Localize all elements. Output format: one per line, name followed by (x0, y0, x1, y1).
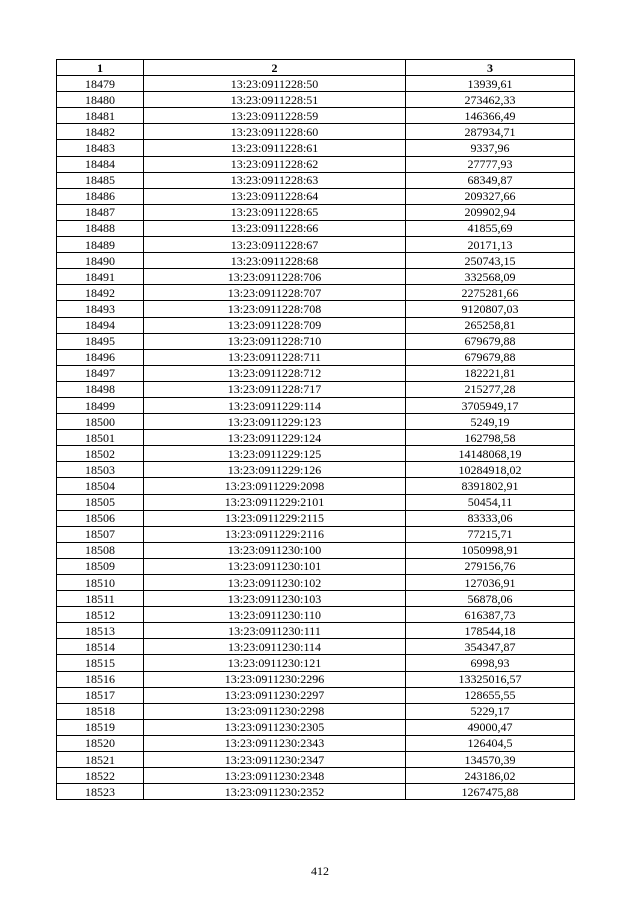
row-number-cell: 18511 (57, 591, 144, 607)
cadastral-number-cell: 13:23:0911230:2298 (144, 703, 406, 719)
cadastral-number-cell: 13:23:0911228:64 (144, 188, 406, 204)
value-cell: 679679,88 (406, 349, 575, 365)
value-cell: 83333,06 (406, 510, 575, 526)
column-header-3: 3 (406, 60, 575, 76)
value-cell: 2275281,66 (406, 285, 575, 301)
table-row (57, 285, 575, 301)
row-number-cell: 18499 (57, 397, 144, 413)
table-body (57, 76, 575, 800)
cadastral-number-cell: 13:23:0911230:111 (144, 623, 406, 639)
value-cell: 679679,88 (406, 333, 575, 349)
cadastral-number-cell: 13:23:0911229:126 (144, 462, 406, 478)
table-row (57, 188, 575, 204)
table-row (57, 542, 575, 558)
value-cell: 243186,02 (406, 768, 575, 784)
table-row (57, 156, 575, 172)
value-cell: 3705949,17 (406, 397, 575, 413)
cadastral-number-cell: 13:23:0911229:2098 (144, 478, 406, 494)
row-number-cell: 18504 (57, 478, 144, 494)
value-cell: 354347,87 (406, 639, 575, 655)
row-number-cell: 18506 (57, 510, 144, 526)
value-cell: 10284918,02 (406, 462, 575, 478)
value-cell: 9120807,03 (406, 301, 575, 317)
row-number-cell: 18482 (57, 124, 144, 140)
cadastral-number-cell: 13:23:0911230:121 (144, 655, 406, 671)
table-row (57, 414, 575, 430)
value-cell: 14148068,19 (406, 446, 575, 462)
cadastral-number-cell: 13:23:0911228:712 (144, 365, 406, 381)
table-row (57, 204, 575, 220)
page-number: 412 (311, 864, 329, 878)
table-row (57, 478, 575, 494)
value-cell: 182221,81 (406, 365, 575, 381)
row-number-cell: 18488 (57, 220, 144, 236)
header-row (57, 60, 575, 76)
table-row (57, 558, 575, 574)
value-cell: 5249,19 (406, 414, 575, 430)
value-cell: 279156,76 (406, 558, 575, 574)
table-row (57, 317, 575, 333)
table-row (57, 671, 575, 687)
table-row (57, 494, 575, 510)
row-number-cell: 18495 (57, 333, 144, 349)
row-number-cell: 18523 (57, 784, 144, 800)
row-number-cell: 18479 (57, 76, 144, 92)
value-cell: 1267475,88 (406, 784, 575, 800)
cadastral-number-cell: 13:23:0911228:706 (144, 269, 406, 285)
cadastral-number-cell: 13:23:0911230:114 (144, 639, 406, 655)
cadastral-number-cell: 13:23:0911230:103 (144, 591, 406, 607)
row-number-cell: 18483 (57, 140, 144, 156)
row-number-cell: 18508 (57, 542, 144, 558)
cadastral-number-cell: 13:23:0911230:110 (144, 607, 406, 623)
value-cell: 146366,49 (406, 108, 575, 124)
cadastral-number-cell: 13:23:0911228:711 (144, 349, 406, 365)
cadastral-number-cell: 13:23:0911228:50 (144, 76, 406, 92)
row-number-cell: 18500 (57, 414, 144, 430)
value-cell: 77215,71 (406, 526, 575, 542)
cadastral-number-cell: 13:23:0911229:114 (144, 397, 406, 413)
table-row (57, 510, 575, 526)
value-cell: 13939,61 (406, 76, 575, 92)
cadastral-number-cell: 13:23:0911230:101 (144, 558, 406, 574)
cadastral-number-cell: 13:23:0911229:2101 (144, 494, 406, 510)
table-row (57, 430, 575, 446)
row-number-cell: 18496 (57, 349, 144, 365)
cadastral-number-cell: 13:23:0911228:62 (144, 156, 406, 172)
cadastral-number-cell: 13:23:0911228:717 (144, 381, 406, 397)
value-cell: 250743,15 (406, 253, 575, 269)
value-cell: 127036,91 (406, 575, 575, 591)
value-cell: 616387,73 (406, 607, 575, 623)
row-number-cell: 18481 (57, 108, 144, 124)
value-cell: 68349,87 (406, 172, 575, 188)
row-number-cell: 18492 (57, 285, 144, 301)
row-number-cell: 18493 (57, 301, 144, 317)
row-number-cell: 18491 (57, 269, 144, 285)
cadastral-number-cell: 13:23:0911230:2297 (144, 687, 406, 703)
row-number-cell: 18502 (57, 446, 144, 462)
table-header (57, 60, 575, 76)
table-row (57, 655, 575, 671)
cadastral-number-cell: 13:23:0911228:51 (144, 92, 406, 108)
cadastral-number-cell: 13:23:0911228:709 (144, 317, 406, 333)
value-cell: 162798,58 (406, 430, 575, 446)
cadastral-number-cell: 13:23:0911228:67 (144, 237, 406, 253)
row-number-cell: 18517 (57, 687, 144, 703)
cadastral-number-cell: 13:23:0911230:2343 (144, 735, 406, 751)
cadastral-number-cell: 13:23:0911228:66 (144, 220, 406, 236)
value-cell: 13325016,57 (406, 671, 575, 687)
table-row (57, 220, 575, 236)
row-number-cell: 18510 (57, 575, 144, 591)
value-cell: 6998,93 (406, 655, 575, 671)
value-cell: 56878,06 (406, 591, 575, 607)
row-number-cell: 18513 (57, 623, 144, 639)
table-row (57, 92, 575, 108)
table-row (57, 76, 575, 92)
value-cell: 287934,71 (406, 124, 575, 140)
table-row (57, 768, 575, 784)
row-number-cell: 18487 (57, 204, 144, 220)
value-cell: 41855,69 (406, 220, 575, 236)
row-number-cell: 18518 (57, 703, 144, 719)
row-number-cell: 18519 (57, 719, 144, 735)
cadastral-number-cell: 13:23:0911228:59 (144, 108, 406, 124)
table-row (57, 333, 575, 349)
cadastral-number-cell: 13:23:0911228:710 (144, 333, 406, 349)
value-cell: 215277,28 (406, 381, 575, 397)
table-row (57, 140, 575, 156)
table-row (57, 381, 575, 397)
row-number-cell: 18505 (57, 494, 144, 510)
cadastral-number-cell: 13:23:0911230:102 (144, 575, 406, 591)
value-cell: 49000,47 (406, 719, 575, 735)
cadastral-number-cell: 13:23:0911229:2115 (144, 510, 406, 526)
cadastral-number-cell: 13:23:0911228:63 (144, 172, 406, 188)
table-row (57, 269, 575, 285)
cadastral-number-cell: 13:23:0911230:2296 (144, 671, 406, 687)
row-number-cell: 18486 (57, 188, 144, 204)
data-table (56, 59, 575, 800)
value-cell: 20171,13 (406, 237, 575, 253)
table-row (57, 591, 575, 607)
value-cell: 209327,66 (406, 188, 575, 204)
column-header-1: 1 (57, 60, 144, 76)
table-row (57, 349, 575, 365)
table-row (57, 397, 575, 413)
table-row (57, 687, 575, 703)
table-row (57, 301, 575, 317)
table-row (57, 462, 575, 478)
cadastral-number-cell: 13:23:0911229:2116 (144, 526, 406, 542)
value-cell: 209902,94 (406, 204, 575, 220)
cadastral-number-cell: 13:23:0911230:100 (144, 542, 406, 558)
value-cell: 27777,93 (406, 156, 575, 172)
row-number-cell: 18522 (57, 768, 144, 784)
table-row (57, 607, 575, 623)
cadastral-number-cell: 13:23:0911228:707 (144, 285, 406, 301)
value-cell: 5229,17 (406, 703, 575, 719)
value-cell: 332568,09 (406, 269, 575, 285)
value-cell: 134570,39 (406, 752, 575, 768)
row-number-cell: 18509 (57, 558, 144, 574)
table-row (57, 365, 575, 381)
value-cell: 128655,55 (406, 687, 575, 703)
table-row (57, 237, 575, 253)
row-number-cell: 18512 (57, 607, 144, 623)
table-row (57, 253, 575, 269)
value-cell: 126404,5 (406, 735, 575, 751)
row-number-cell: 18515 (57, 655, 144, 671)
row-number-cell: 18484 (57, 156, 144, 172)
table-row (57, 784, 575, 800)
table-row (57, 735, 575, 751)
row-number-cell: 18501 (57, 430, 144, 446)
cadastral-number-cell: 13:23:0911230:2305 (144, 719, 406, 735)
cadastral-number-cell: 13:23:0911229:123 (144, 414, 406, 430)
cadastral-number-cell: 13:23:0911228:61 (144, 140, 406, 156)
cadastral-number-cell: 13:23:0911229:125 (144, 446, 406, 462)
value-cell: 178544,18 (406, 623, 575, 639)
row-number-cell: 18514 (57, 639, 144, 655)
cadastral-number-cell: 13:23:0911230:2352 (144, 784, 406, 800)
value-cell: 9337,96 (406, 140, 575, 156)
table-row (57, 446, 575, 462)
table-row (57, 124, 575, 140)
row-number-cell: 18494 (57, 317, 144, 333)
cadastral-number-cell: 13:23:0911230:2347 (144, 752, 406, 768)
value-cell: 8391802,91 (406, 478, 575, 494)
cadastral-number-cell: 13:23:0911228:65 (144, 204, 406, 220)
cadastral-number-cell: 13:23:0911230:2348 (144, 768, 406, 784)
table-row (57, 719, 575, 735)
table-row (57, 639, 575, 655)
table-row (57, 575, 575, 591)
value-cell: 1050998,91 (406, 542, 575, 558)
row-number-cell: 18490 (57, 253, 144, 269)
cadastral-number-cell: 13:23:0911228:708 (144, 301, 406, 317)
row-number-cell: 18485 (57, 172, 144, 188)
row-number-cell: 18480 (57, 92, 144, 108)
row-number-cell: 18498 (57, 381, 144, 397)
row-number-cell: 18497 (57, 365, 144, 381)
table-row (57, 623, 575, 639)
table-row (57, 172, 575, 188)
value-cell: 265258,81 (406, 317, 575, 333)
cadastral-number-cell: 13:23:0911228:60 (144, 124, 406, 140)
row-number-cell: 18503 (57, 462, 144, 478)
row-number-cell: 18521 (57, 752, 144, 768)
table-row (57, 752, 575, 768)
table-row (57, 526, 575, 542)
row-number-cell: 18489 (57, 237, 144, 253)
column-header-2: 2 (144, 60, 406, 76)
row-number-cell: 18507 (57, 526, 144, 542)
value-cell: 273462,33 (406, 92, 575, 108)
row-number-cell: 18516 (57, 671, 144, 687)
table-row (57, 703, 575, 719)
cadastral-number-cell: 13:23:0911228:68 (144, 253, 406, 269)
row-number-cell: 18520 (57, 735, 144, 751)
value-cell: 50454,11 (406, 494, 575, 510)
table-row (57, 108, 575, 124)
cadastral-number-cell: 13:23:0911229:124 (144, 430, 406, 446)
